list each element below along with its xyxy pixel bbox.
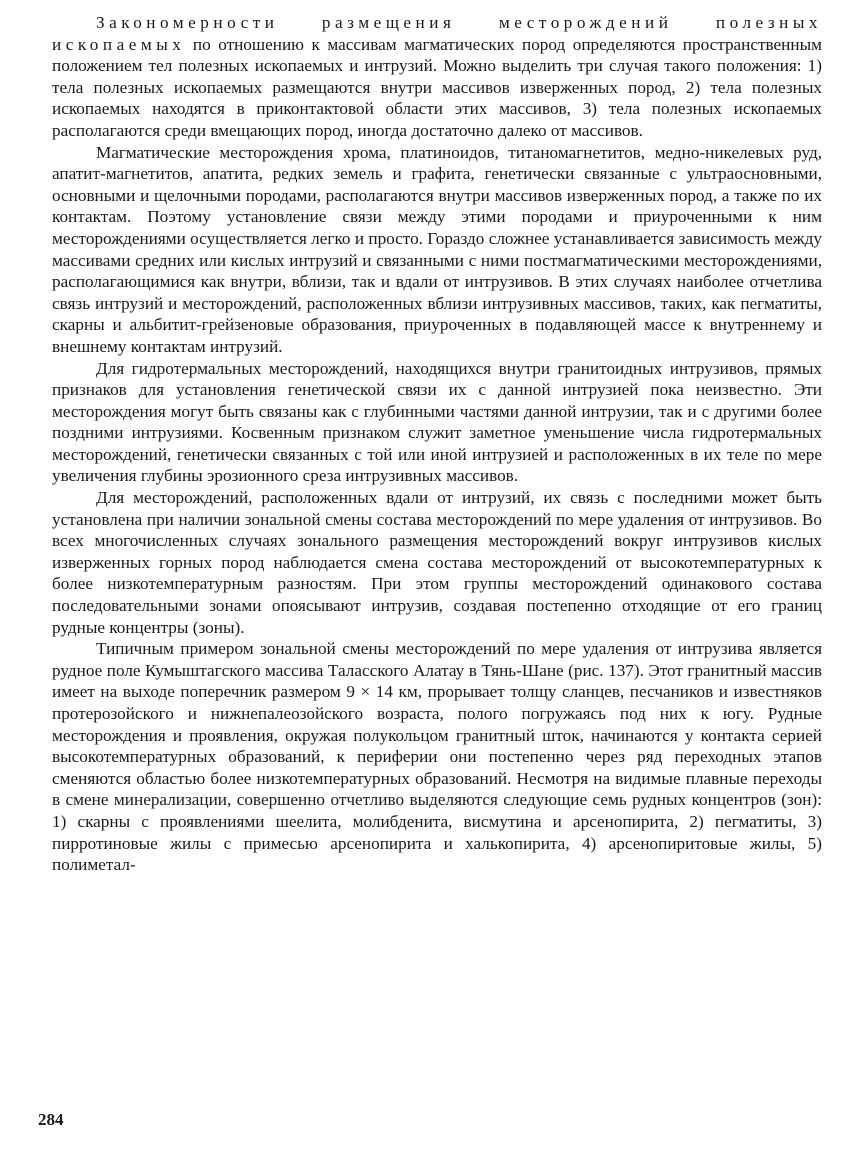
spaced-heading-phrase: Закономерности размещения месторождений полезных ископаемых	[52, 13, 822, 54]
paragraph-2: Магматические месторождения хрома, платиноидов, титаномагнетитов, медно-никелевых руд, апатит-магнетитов, апатита, редких земель и графита, генетически связанные с ультраосновными, основными и щелочными породами, располагаются внутри массивов изверженных пород, а также по их контактам. Поэтому установление связи между этими породами и приуроченными к ним месторождениями осуществляется легко и просто. Гораздо сложнее устанавливается зависимость между массивами средних или кислых интрузий и связанными с ними постмагматическими месторождениями, располагающимися как внутри, вблизи, так и вдали от интрузивов. В этих случаях наиболее отчетлива связь интрузий и месторождений, расположенных вблизи интрузивных массивов, таких, как пегматиты, скарны и альбитит-грейзеновые образования, приуроченных в подавляющей массе к внутреннему и внешнему контактам интрузий.	[52, 142, 822, 356]
paragraph-5: Типичным примером зональной смены месторождений по мере удаления от интрузива является рудное поле Кумыштагского массива Таласского Алатау в Тянь-Шане (рис. 137). Этот гранитный массив имеет на выходе поперечник размером 9 × 14 км, прорывает толщу сланцев, песчаников и известняков протерозойского и нижнепалеозойского возраста, полого погружаясь под них к югу. Рудные месторождения и проявления, окружая полукольцом гранитный шток, начинаются у контакта серией высокотемпературных образований, к периферии они постепенно через ряд переходных этапов сменяются областью более низкотемпературных образований. Несмотря на видимые плавные переходы в смене минерализации, совершенно отчетливо выделяются следующие семь рудных концентров (зон): 1) скарны с проявлениями шеелита, молибденита, висмутина и арсенопирита, 2) пегматиты, 3) пирротиновые жилы с примесью арсенопирита и халькопирита, 4) арсенопиритовые жилы, 5) полиметал-	[52, 639, 822, 875]
paragraph-4: Для месторождений, расположенных вдали от интрузий, их связь с последними может быть установлена при наличии зональной смены состава месторождений по мере удаления от интрузивов. Во всех многочисленных случаях зонального размещения месторождений вокруг интрузивов кислых изверженных горных пород наблюдается смена состава месторождений от высокотемпературных к более низкотемпературным разностям. При этом группы месторождений одинакового состава последовательными зонами опоясывают интрузив, создавая постепенно отходящие от его границ рудные концентры (зоны).	[52, 488, 822, 637]
paragraph-text: по отношению к массивам магматических пород определяются пространственным положением тел полезных ископаемых и интрузий. Можно выделить три случая такого положения: 1) тела полезных ископаемых размещаются внутри массивов изверженных пород, 2) тела полезных ископаемых находятся в приконтактовой области этих массивов, 3) тела полезных ископаемых располагаются среди вмещающих пород, иногда достаточно далеко от массивов.	[52, 34, 822, 140]
paragraph-3: Для гидротермальных месторождений, находящихся внутри гранитоидных интрузивов, прямых признаков для установления генетической связи их с данной интрузией пока неизвестно. Эти месторождения могут быть связаны как с глубинными частями данной интрузии, так и с другими более поздними интрузиями. Косвенным признаком служит заметное уменьшение числа гидротермальных месторождений, генетически связанных с той или иной интрузией и расположенных в их теле по мере увеличения глубины эрозионного среза интрузивных массивов.	[52, 358, 822, 486]
page-number: 284	[38, 1110, 64, 1129]
paragraph-1	[52, 12, 822, 142]
page-body	[52, 12, 822, 876]
